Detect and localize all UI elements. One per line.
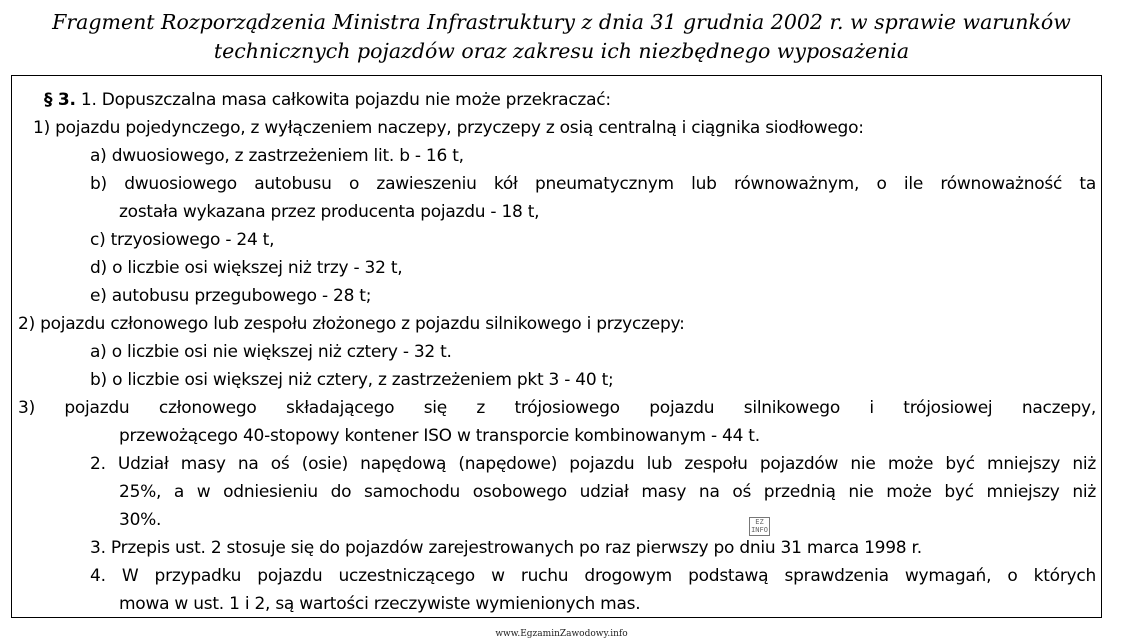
point-1-letter-c: c) trzyosiowego - 24 t,: [90, 230, 275, 250]
paragraph-4-line-2: mowa w ust. 1 i 2, są wartości rzeczywiste wymienionych mas.: [119, 594, 641, 614]
watermark-stamp: EZ INFO: [749, 517, 770, 536]
paragraph-2-line-1: 2. Udział masy na oś (osie) napędową (napędowe) pojazdu lub zespołu pojazdów nie może być mniejszy niż: [90, 454, 1096, 474]
paragraph-2-line-3: 30%.: [119, 510, 162, 530]
point-1-letter-b-line-2: została wykazana przez producenta pojazdu - 18 t,: [119, 202, 540, 222]
point-3-line-2: przewożącego 40-stopowy kontener ISO w transporcie kombinowanym - 44 t.: [119, 426, 760, 446]
title-line-1: Fragment Rozporządzenia Ministra Infrastruktury z dnia 31 grudnia 2002 r. w sprawie warunków: [52, 10, 1071, 34]
paragraph-4-line-1: 4. W przypadku pojazdu uczestniczącego w ruchu drogowym podstawą sprawdzenia wymagań, o których: [90, 566, 1096, 586]
point-1-letter-a: a) dwuosiowego, z zastrzeżeniem lit. b - 16 t,: [90, 146, 464, 166]
point-1: 1) pojazdu pojedynczego, z wyłączeniem naczepy, przyczepy z osią centralną i ciągnika siodłowego:: [33, 118, 864, 138]
point-1-letter-d: d) o liczbie osi większej niż trzy - 32 t,: [90, 258, 403, 278]
point-1-letter-e: e) autobusu przegubowego - 28 t;: [90, 286, 372, 306]
document-title: [0, 8, 1123, 66]
paragraph-1-intro: [44, 86, 611, 114]
paragraph-1-intro-text: 1. Dopuszczalna masa całkowita pojazdu nie może przekraczać:: [75, 90, 611, 110]
point-1-letter-b-line-1: b) dwuosiowego autobusu o zawieszeniu kół pneumatycznym lub równoważnym, o ile równoważność ta: [90, 174, 1096, 194]
point-3-line-1: 3) pojazdu członowego składającego się z trójosiowego pojazdu silnikowego i trójosiowej naczepy,: [18, 398, 1096, 418]
point-2-letter-a: a) o liczbie osi nie większej niż cztery - 32 t.: [90, 342, 452, 362]
section-mark: § 3.: [44, 90, 76, 110]
footer-url: www.EgzaminZawodowy.info: [495, 629, 628, 639]
point-2: 2) pojazdu członowego lub zespołu złożonego z pojazdu silnikowego i przyczepy:: [18, 314, 685, 334]
paragraph-2-line-2: 25%, a w odniesieniu do samochodu osobowego udział masy na oś przednią nie może być mniejszy niż: [119, 482, 1096, 502]
title-line-2: technicznych pojazdów oraz zakresu ich niezbędnego wyposażenia: [213, 39, 910, 63]
paragraph-3: 3. Przepis ust. 2 stosuje się do pojazdów zarejestrowanych po raz pierwszy po dniu 31 marca 1998 r.: [90, 538, 922, 558]
point-2-letter-b: b) o liczbie osi większej niż cztery, z zastrzeżeniem pkt 3 - 40 t;: [90, 370, 614, 390]
